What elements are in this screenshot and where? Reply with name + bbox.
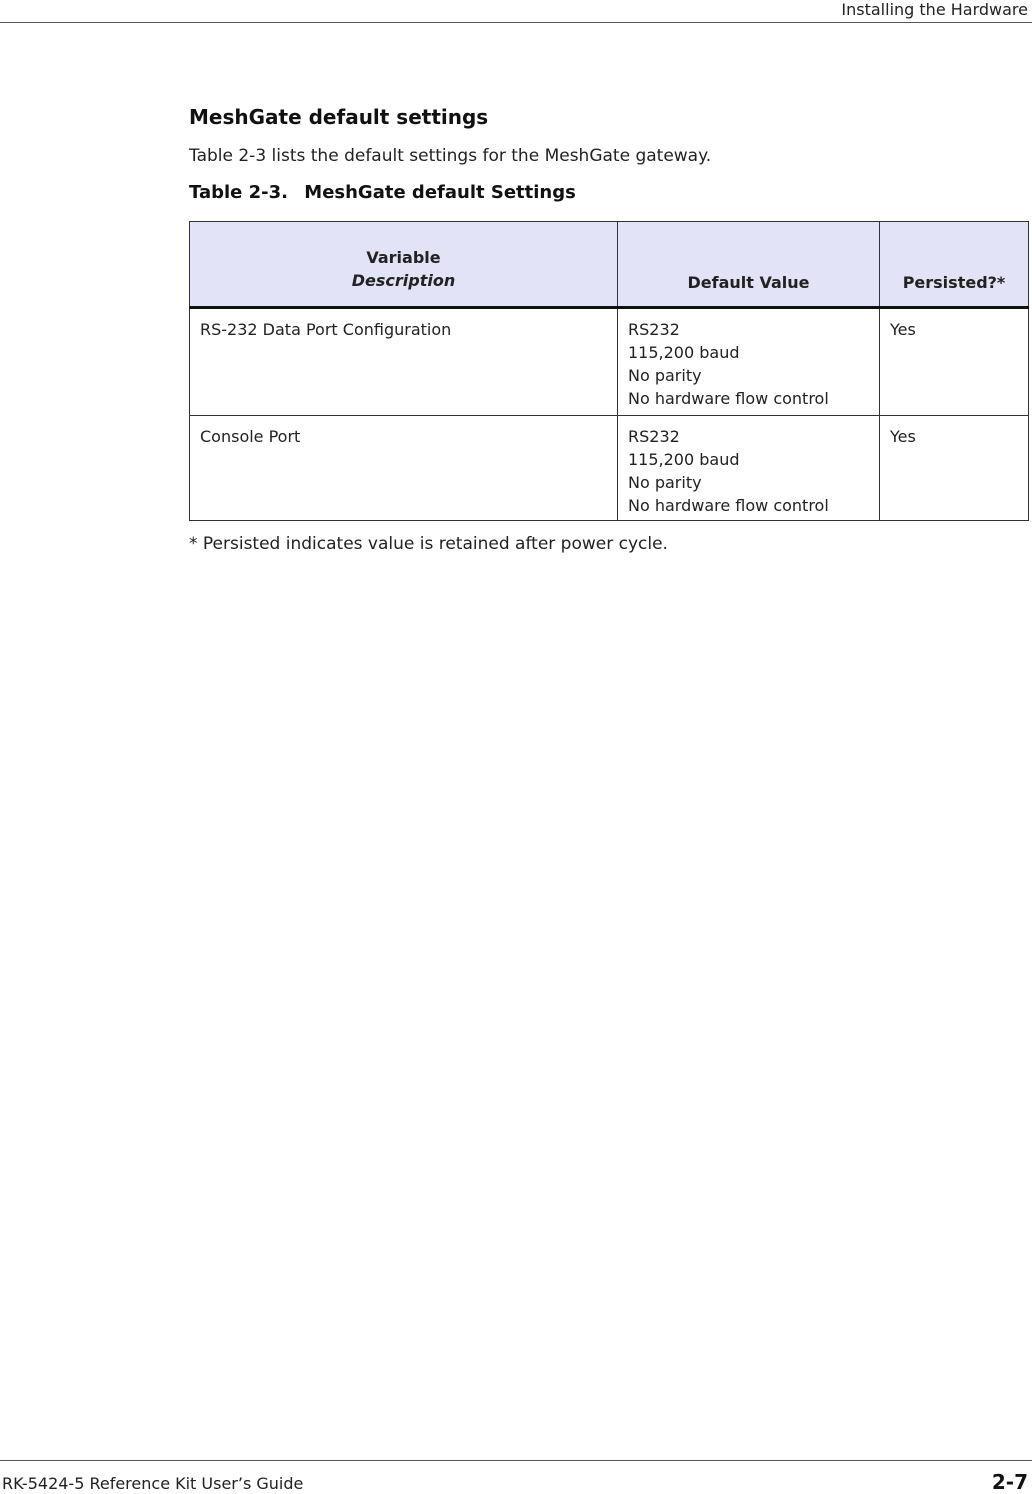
cell-persisted: Yes — [880, 308, 1029, 416]
cell-persisted: Yes — [880, 416, 1029, 521]
header-persisted: Persisted?* — [880, 222, 1029, 308]
settings-table — [189, 221, 1029, 521]
page-number: 2-7 — [991, 1470, 1028, 1494]
table-row — [190, 308, 1029, 416]
intro-paragraph: Table 2-3 lists the default settings for the MeshGate gateway. — [189, 146, 712, 166]
cell-variable: Console Port — [190, 416, 618, 521]
cell-variable: RS-232 Data Port Configuration — [190, 308, 618, 416]
running-header: Installing the Hardware — [841, 0, 1028, 19]
header-default-value: Default Value — [618, 222, 880, 308]
table-footnote: * Persisted indicates value is retained after power cycle. — [189, 534, 668, 554]
section-heading: MeshGate default settings — [189, 105, 489, 129]
default-line: No hardware flow control — [628, 496, 829, 515]
default-line: No hardware flow control — [628, 389, 829, 408]
default-line: No parity — [628, 366, 702, 385]
header-variable-description — [190, 222, 618, 308]
header-rule — [0, 22, 1032, 23]
table-caption-number: Table 2-3. — [189, 182, 288, 203]
table-header-row — [190, 222, 1029, 308]
default-line: No parity — [628, 473, 702, 492]
default-line: 115,200 baud — [628, 343, 740, 362]
default-line: 115,200 baud — [628, 450, 740, 469]
header-description: Description — [351, 271, 456, 290]
table-caption-title: MeshGate default Settings — [304, 182, 576, 203]
default-line: RS232 — [628, 427, 680, 446]
footer-guide-title: RK-5424-5 Reference Kit User’s Guide — [2, 1474, 304, 1493]
cell-default-value — [618, 416, 880, 521]
cell-default-value — [618, 308, 880, 416]
footer-rule — [0, 1460, 1032, 1461]
table-row — [190, 416, 1029, 521]
table-caption — [189, 182, 576, 203]
header-variable: Variable — [366, 248, 441, 267]
default-line: RS232 — [628, 320, 680, 339]
